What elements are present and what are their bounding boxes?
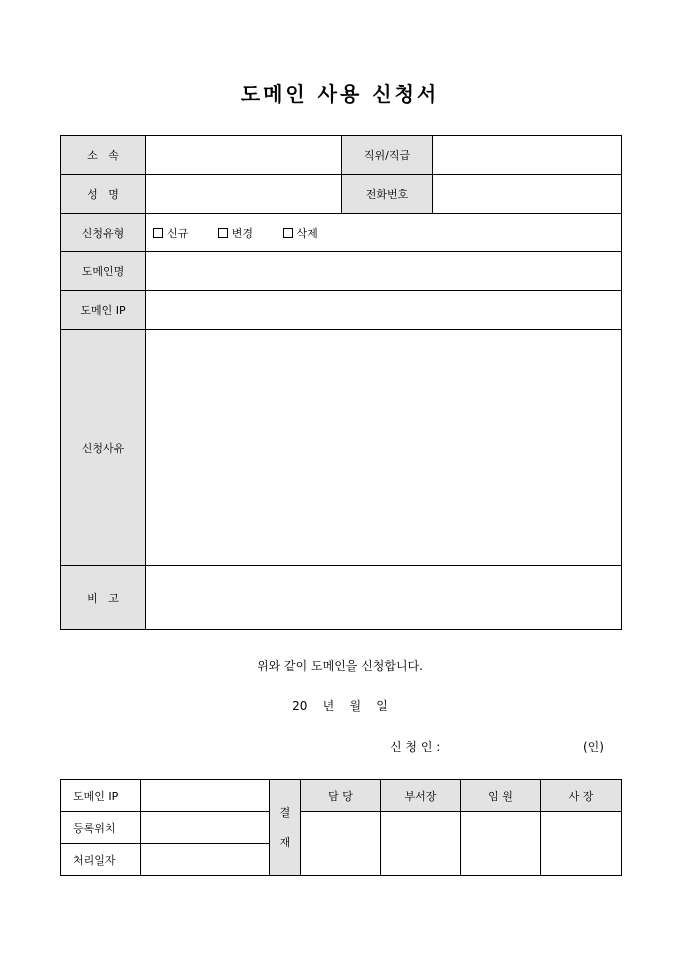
position-label: 직위/직급 bbox=[342, 136, 433, 175]
seal-label: (인) bbox=[583, 740, 604, 754]
approval-label: 결 재 bbox=[270, 780, 301, 876]
phone-field[interactable] bbox=[433, 175, 622, 214]
processing-table bbox=[60, 779, 622, 876]
checkbox-new[interactable] bbox=[153, 228, 163, 238]
sign-box-president[interactable] bbox=[541, 812, 622, 876]
domain-ip-field[interactable] bbox=[146, 291, 622, 330]
checkbox-change[interactable] bbox=[218, 228, 228, 238]
request-reason-field[interactable] bbox=[146, 330, 622, 566]
reg-location-field[interactable] bbox=[141, 812, 270, 844]
affiliation-label: 소 속 bbox=[61, 136, 146, 175]
checkbox-delete[interactable] bbox=[283, 228, 293, 238]
sign-box-executive[interactable] bbox=[461, 812, 541, 876]
date-line: 20 년 월 일 bbox=[292, 699, 388, 713]
remarks-field[interactable] bbox=[146, 566, 622, 630]
sign-box-dept-head[interactable] bbox=[381, 812, 461, 876]
applicant-label: 신 청 인 : bbox=[390, 740, 441, 754]
sign-box-staff[interactable] bbox=[301, 812, 381, 876]
affiliation-field[interactable] bbox=[146, 136, 342, 175]
option-change[interactable]: 변경 bbox=[218, 227, 253, 240]
process-date-label: 처리일자 bbox=[61, 844, 141, 876]
domain-ip-label: 도메인 IP bbox=[61, 291, 146, 330]
reg-location-label: 등록위치 bbox=[61, 812, 141, 844]
domain-name-label: 도메인명 bbox=[61, 252, 146, 291]
domain-name-field[interactable] bbox=[146, 252, 622, 291]
option-new[interactable]: 신규 bbox=[153, 227, 188, 240]
request-type-options bbox=[146, 214, 622, 252]
approver-dept-head: 부서장 bbox=[381, 780, 461, 812]
statement-text: 위와 같이 도메인을 신청합니다. bbox=[257, 659, 423, 673]
name-field[interactable] bbox=[146, 175, 342, 214]
approver-executive: 임 원 bbox=[461, 780, 541, 812]
option-delete[interactable]: 삭제 bbox=[283, 227, 318, 240]
application-form-table bbox=[60, 135, 622, 630]
bottom-domain-ip-label: 도메인 IP bbox=[61, 780, 141, 812]
remarks-label: 비 고 bbox=[61, 566, 146, 630]
phone-label: 전화번호 bbox=[342, 175, 433, 214]
page-title: 도메인 사용 신청서 bbox=[240, 82, 440, 106]
approver-president: 사 장 bbox=[541, 780, 622, 812]
request-reason-label: 신청사유 bbox=[61, 330, 146, 566]
process-date-field[interactable] bbox=[141, 844, 270, 876]
position-field[interactable] bbox=[433, 136, 622, 175]
name-label: 성 명 bbox=[61, 175, 146, 214]
approver-staff: 담 당 bbox=[301, 780, 381, 812]
bottom-domain-ip-field[interactable] bbox=[141, 780, 270, 812]
request-type-label: 신청유형 bbox=[61, 214, 146, 252]
